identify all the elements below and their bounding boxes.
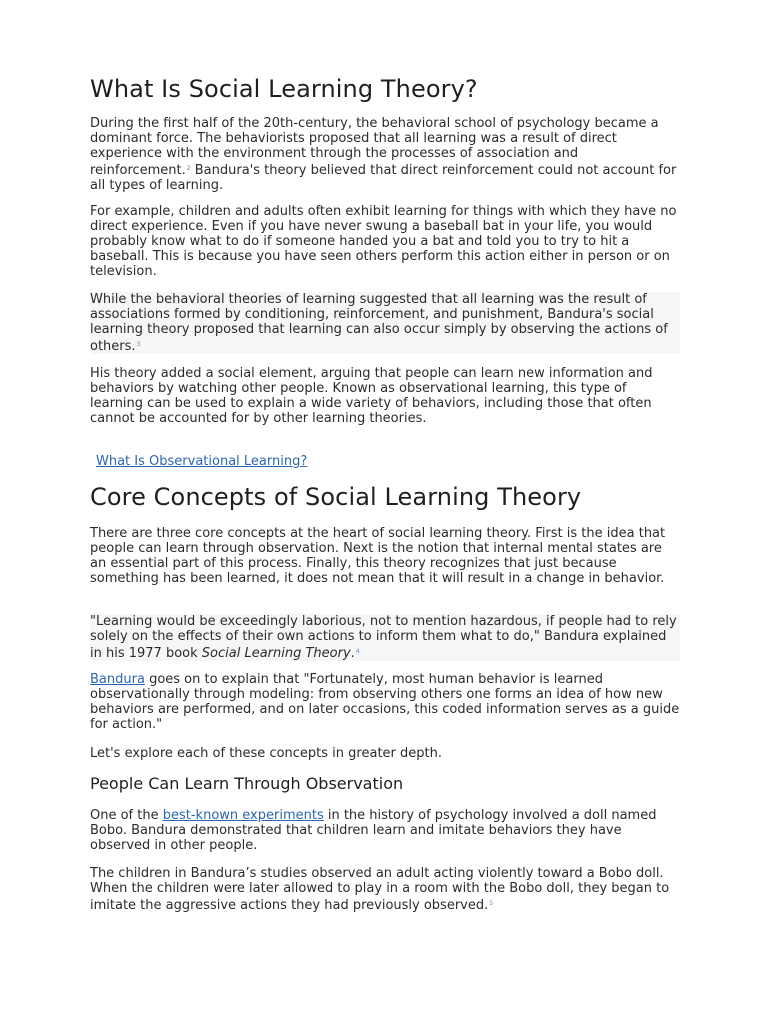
observational-learning-link[interactable]: What Is Observational Learning? [96,454,308,469]
paragraph-explore: Let's explore each of these concepts in greater depth. [90,746,442,761]
paragraph-text: The children in Bandura’s studies observed an adult acting violently toward a Bobo doll. When the children were later allowed to play in a room with the Bobo doll, they began to imitate the aggressive actions they had previously observed. [90,866,670,913]
quote-paragraph [90,614,680,661]
citation-3[interactable]: 3 [136,341,141,348]
paragraph-text: While the behavioral theories of learning suggested that all learning was the result of associations formed by conditioning, reinforcement, and punishment, Bandura's social learning theory proposed that learning can also occur simply by observing the actions of others. [90,292,668,354]
citation-2[interactable]: 2 [186,165,191,172]
paragraph-text: goes on to explain that "Fortunately, most human behavior is learned observationally through modeling: from observing others one forms an idea of how new behaviors are performed, and on later occasions, this coded information serves as a guide for action." [90,672,680,732]
citation-5[interactable]: 5 [489,900,494,907]
paragraph-text: Bandura's theory believed that direct reinforcement could not account for all types of learning. [90,163,677,193]
subheading-observation: People Can Learn Through Observation [90,774,404,793]
paragraph-text: During the first half of the 20th-century, the behavioral school of psychology became a dominant force. The behaviorists proposed that all learning was a result of direct experience with the environment through the processes of association and reinforcement. [90,116,659,178]
paragraph-text: One of the [90,808,163,823]
section-title: Core Concepts of Social Learning Theory [90,483,582,511]
paragraph-text: in the history of psychology involved a doll named Bobo. Bandura demonstrated that children learn and imitate behaviors they have observed in other people. [90,808,657,853]
citation-4[interactable]: 4 [355,648,360,655]
quote-end: . [350,646,355,661]
paragraph-bobo [90,808,680,853]
bandura-link[interactable]: Bandura [90,672,145,687]
article-title: What Is Social Learning Theory? [90,75,478,103]
best-known-experiments-link[interactable]: best-known experiments [162,808,324,823]
paragraph-example: For example, children and adults often exhibit learning for things with which they have no direct experience. Even if you have never swung a baseball bat in your life, you would probably know what to do if someone handed you a bat and told you to try to hit a baseball. This is because you have seen others perform this action either in person or on television. [90,204,677,279]
book-title: Social Learning Theory [201,646,351,661]
related-link-paragraph [96,454,686,469]
paragraph-social-element: His theory added a social element, arguing that people can learn new information and behaviors by watching other people. Known as observational learning, this type of learning can be used to explain a wide variety of behaviors, including those that often cannot be accounted for by other learning theories. [90,366,653,426]
highlighted-paragraph [90,292,680,354]
paragraph-core-concepts: There are three core concepts at the heart of social learning theory. First is the idea that people can learn through observation. Next is the notion that internal mental states are an essential part of this process. Finally, this theory recognizes that just because something has been learned, it does not mean that it will result in a change in behavior. [90,526,666,586]
paragraph-bobo-study [90,866,680,913]
quote-text: "Learning would be exceedingly laborious, not to mention hazardous, if people had to rely solely on the effects of their own actions to inform them what to do," Bandura explained in his 1977 book [90,614,677,661]
paragraph-behaviorism [90,116,680,193]
paragraph-modeling [90,672,680,732]
